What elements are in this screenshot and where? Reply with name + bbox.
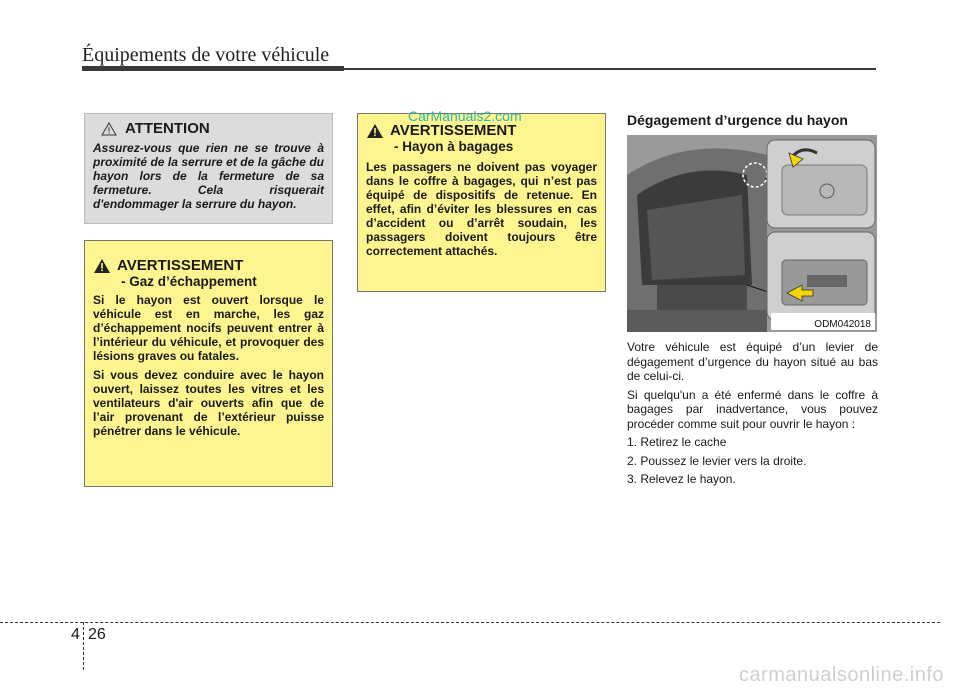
step-item: 1. Retirez le cache bbox=[627, 435, 727, 449]
watermark-text: CarManuals2.com bbox=[408, 108, 522, 124]
tailgate-illustration bbox=[627, 135, 877, 332]
warning-hatch-p1: Les passagers ne doivent pas voyager dans le coffre à bagages, qui n’est pas équipé de dispositifs de retenue. En effet, afin d’éviter les blessures en cas d’accident ou d’arrêt soudain, les passagers doivent toujours être correctement attachés. bbox=[366, 160, 597, 258]
section-p2: Si quelqu'un a été enfermé dans le coffre à bagages par inadvertance, vous pouvez procéder comme suit pour ouvrir le hayon : bbox=[627, 387, 878, 431]
section-body bbox=[627, 340, 878, 491]
section-title: Dégagement d’urgence du hayon bbox=[627, 112, 848, 128]
footer-site-watermark: carmanualsonline.info bbox=[738, 664, 944, 686]
warning-filled-icon bbox=[93, 258, 111, 274]
warning-filled-icon bbox=[366, 123, 384, 139]
chapter-number: 4 bbox=[71, 626, 80, 643]
footer-divider-vertical bbox=[83, 622, 84, 670]
warning-exhaust-p1: Si le hayon est ouvert lorsque le véhicule est en marche, les gaz d’échappement nocifs peuvent entrer à l’intérieur du véhicule, et provoquer des lésions graves ou fatales. bbox=[93, 293, 324, 363]
warning-exhaust-title: AVERTISSEMENT bbox=[117, 257, 244, 274]
footer-divider bbox=[0, 622, 940, 623]
warning-hatch-box bbox=[357, 113, 606, 292]
step-item: 2. Poussez le levier vers la droite. bbox=[627, 453, 807, 468]
page-number: 26 bbox=[88, 626, 106, 643]
warning-hatch-subtitle: - Hayon à bagages bbox=[394, 139, 514, 154]
page-header-title: Équipements de votre véhicule bbox=[82, 44, 330, 66]
attention-title: ATTENTION bbox=[125, 120, 210, 137]
warning-exhaust-p2: Si vous devez conduire avec le hayon ouvert, laissez toutes les vitres et les ventilateurs d'air ouverts afin que de l’air provenant de l’extérieur puisse pénétrer dans le véhicule. bbox=[93, 368, 324, 438]
warning-outline-icon bbox=[101, 122, 117, 136]
tailgate-photo-image bbox=[627, 135, 877, 332]
header-rule bbox=[82, 66, 344, 71]
attention-box bbox=[84, 113, 333, 224]
attention-text: Assurez-vous que rien ne se trouve à proximité de la serrure et de la gâche du hayon lors de la fermeture de sa fermeture. Cela risquerait d'endommager la serrure du hayon. bbox=[93, 141, 324, 211]
figure-code: ODM042018 bbox=[814, 319, 871, 330]
header-rule-thin bbox=[344, 68, 876, 70]
warning-exhaust-box bbox=[84, 240, 333, 487]
warning-hatch-title: AVERTISSEMENT bbox=[390, 122, 517, 139]
warning-exhaust-subtitle: - Gaz d’échappement bbox=[121, 274, 257, 289]
step-item: 3. Relevez le hayon. bbox=[627, 472, 736, 486]
section-p1: Votre véhicule est équipé d’un levier de dégagement d’urgence du hayon situé au bas de celui-ci. bbox=[627, 340, 878, 383]
